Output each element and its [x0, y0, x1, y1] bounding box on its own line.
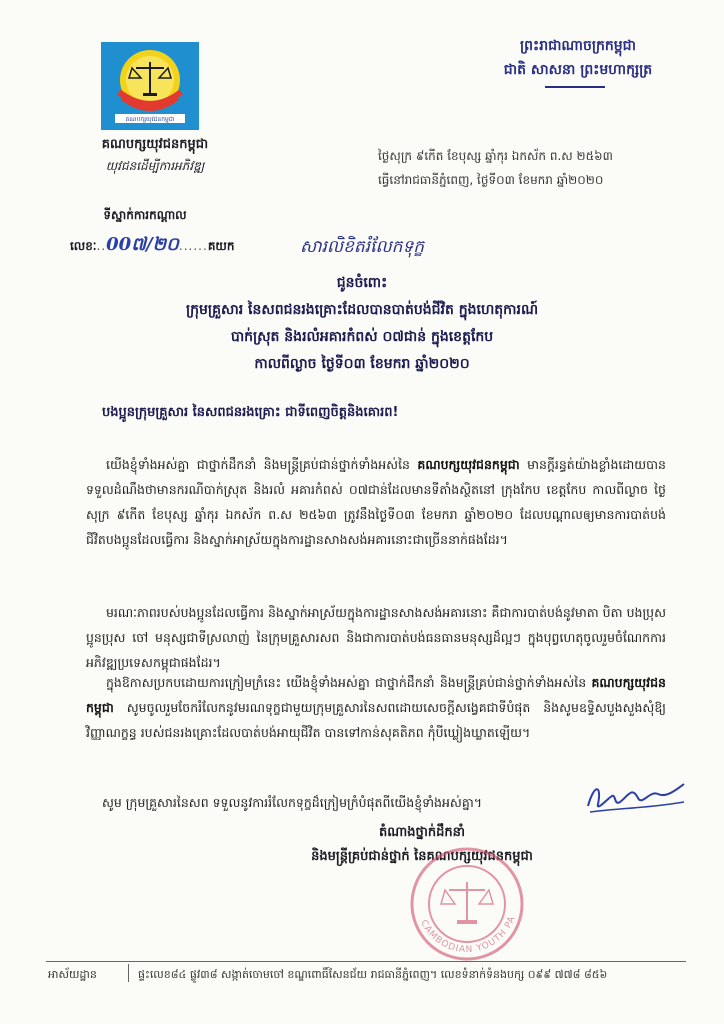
logo-text: គណបក្សយុវជនកម្ពុជា [125, 116, 175, 123]
body-paragraph [86, 670, 666, 745]
footer-separator [128, 964, 129, 982]
paragraph-text: យើងខ្ញុំទាំងអស់គ្នា ជាថ្នាក់ដឹកនាំ និងមន្ត្រីគ្រប់ជាន់ថ្នាក់ទាំងអស់នៃ [106, 457, 418, 472]
reference-value: 00៧/២០ [106, 234, 179, 255]
reference-dots: .. [96, 239, 107, 253]
salutation: បងប្អូនក្រុមគ្រួសារ នៃសពជនរងគ្រោះ ជាទីពេញចិត្តនិងគោរព! [102, 405, 399, 420]
letter-title: សារលិខិតរំលែកទុក្ខ [299, 237, 425, 257]
party-name-inline: គណបក្សយុវជនកម្ពុជា [86, 675, 666, 715]
reference-suffix: គយក [207, 239, 235, 253]
lunar-date: ថ្ងៃសុក្រ ៩កើត ខែបុស្ស ឆ្នាំកុរ ឯកស័ក ព.ស ២៥៦៣ [378, 149, 613, 163]
reference-dots-trailing: ...... [178, 239, 208, 253]
paragraph-text: មានក្តីរន្ធត់យ៉ាងខ្លាំងដោយបានទទួលដំណឹងថាមានករណីបាក់ស្រុត និងរលំ អគារកំពស់ ០៧ជាន់ដែលមានទីតាំងស្ថិតនៅ ក្រុងកែប ខេត្តកែប កាលពីល្ងាច ថ្ងៃសុក្រ ៩កើត ខែបុស្ស ឆ្នាំកុរ ឯកស័ក ព.ស ២៥៦៣ ត្រូវនឹងថ្ងៃទី០៣ ខែមករា ឆ្នាំ២០២០ ដែលបណ្តាលឲ្យមានការបាត់បង់ជីវិតបងប្អូនដែលធ្វើការ និងស្នាក់អាស្រ័យក្នុងការដ្ឋានសាងសង់អគារនោះជាច្រើននាក់ផងដែរ។ [86, 457, 666, 547]
handwritten-signature [580, 778, 690, 822]
signatory-title: តំណាងថ្នាក់ដឹកនាំ [378, 825, 465, 840]
signatory-organization: និងមន្ត្រីគ្រប់ជាន់ថ្នាក់ នៃគណបក្សយុវជនកម្ពុជា [311, 849, 533, 864]
party-subtitle: យុវជនដើម្បីការអភិវឌ្ឍ [105, 159, 205, 173]
body-paragraph [86, 600, 666, 675]
head-office-label: ទីស្នាក់ការកណ្តាល [103, 208, 187, 222]
addressed-to: ជូនចំពោះ [336, 275, 388, 291]
scales-emblem-icon [101, 42, 199, 130]
national-motto: ជាតិ សាសនា ព្រះមហាក្សត្រ [503, 62, 653, 78]
paragraph-text: មរណៈភាពរបស់បងប្អូនដែលធ្វើការ និងស្នាក់អាស្រ័យក្នុងការដ្ឋានសាងសង់អគារនោះ គឺជាការបាត់បង់នូវមាតា បិតា បងប្រុស ប្អូនប្រុស ចៅ មនុស្សជាទីស្រលាញ់ នៃក្រុមគ្រួសារសព និងជាការបាត់បង់ធនធានមនុស្សដ៏ល្អៗ ក្នុងបុព្វហេតុចូលរួមចំណែកការអភិវឌ្ឍប្រទេសកម្ពុជាផងដែរ។ [86, 605, 666, 670]
party-name: គណបក្សយុវជនកម្ពុជា [101, 137, 209, 152]
official-stamp [397, 846, 537, 966]
svg-text:CAMBODIAN YOUTH PARTY [397, 846, 518, 955]
footer-address-label: អាស័យដ្ឋាន [48, 968, 97, 981]
closing-sentence: សូម ក្រុមគ្រួសារនៃសព ទទួលនូវការរំលែកទុក្ខដ៏ក្រៀមក្រំបំផុតពីយើងខ្ញុំទាំងអស់គ្នា។ [102, 795, 482, 810]
reference-label: លេខៈ [70, 239, 97, 253]
stamp-text: CAMBODIAN YOUTH PA [418, 914, 518, 956]
subject-line: កាលពីល្ងាច ថ្ងៃទី០៣ ខែមករា ឆ្នាំ២០២០ [254, 356, 470, 372]
motto-divider [545, 86, 605, 88]
subject-line: ក្រុមគ្រួសារ នៃសពជនរងគ្រោះដែលបានបាត់បង់ជីវិត ក្នុងហេតុការណ៍ [185, 302, 539, 318]
party-logo [101, 42, 199, 130]
body-paragraph [86, 452, 666, 552]
paragraph-text: ក្នុងឱកាសប្រកបដោយការក្រៀមក្រំនេះ យើងខ្ញុំទាំងអស់គ្នា ជាថ្នាក់ដឹកនាំ និងមន្ត្រីគ្រប់ជាន់ថ្នាក់ទាំងអស់នៃ [106, 675, 592, 690]
solar-date: ធ្វើនៅរាជធានីភ្នំពេញ, ថ្ងៃទី០៣ ខែមករា ឆ្នាំ២០២០ [378, 173, 604, 187]
footer-divider [46, 961, 686, 962]
subject-line: បាក់ស្រុត និងរលំអគារកំពស់ ០៧ជាន់ ក្នុងខេត្តកែប [230, 329, 494, 345]
kingdom-title: ព្រះរាជាណាចក្រកម្ពុជា [519, 38, 636, 54]
footer-address: ផ្ទះលេខ៨៤ ផ្លូវ៣៨ សង្កាត់ចោមចៅ ខណ្ឌពោធិ៍សែនជ័យ រាជធានីភ្នំពេញ។ លេខទំនាក់ទំនងបក្ស ០៩៩ ៧៧៨ ៨៥៦ [138, 968, 608, 981]
party-name-inline: គណបក្សយុវជនកម្ពុជា [417, 457, 520, 472]
paragraph-text: សូមចូលរួមចែករំលែកនូវមរណទុក្ខជាមួយក្រុមគ្រួសារនៃសពដោយសេចក្តីសង្វេគជាទីបំផុត និងសូមឧទ្ទិសបួងសួងសុំឱ្យវិញ្ញាណក្ខន្ធ របស់ជនរងគ្រោះដែលបាត់បង់អាយុជីវិត បានទៅកាន់សុគតិភព កុំបីឃ្លៀងឃ្លាតឡើយ។ [86, 700, 666, 740]
